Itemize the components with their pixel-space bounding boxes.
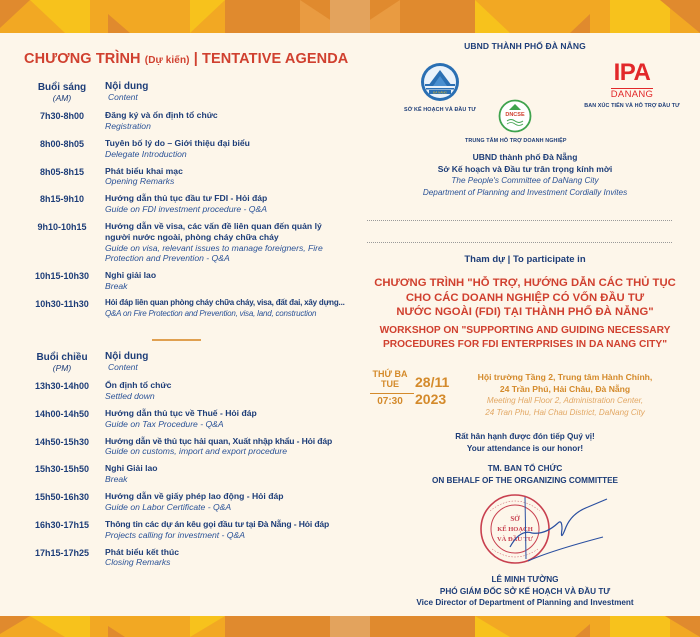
afternoon-label-en: (PM)	[52, 363, 72, 373]
agenda-item-en: Guide on Labor Certificate - Q&A	[105, 501, 232, 512]
agenda-item-en: Guide on visa, relevant issues to manage foreigners, Fire Protection and Prevention - Q&A	[105, 242, 323, 264]
agenda-item-vi: Đăng ký và ổn định tổ chức	[105, 110, 218, 121]
event-datetime	[370, 370, 670, 420]
logo-ipa	[572, 59, 692, 109]
agenda-item-vi: Nghỉ Giải lao	[105, 463, 158, 474]
agenda-item-en: Opening Remarks	[105, 176, 175, 187]
agenda-row	[22, 380, 352, 401]
morning-label-en: (AM)	[52, 93, 72, 103]
svg-text:VÀ ĐẦU TƯ: VÀ ĐẦU TƯ	[496, 536, 534, 543]
event-date	[415, 374, 449, 408]
agenda-time: 14h00-14h50	[34, 409, 90, 419]
agenda-row	[22, 193, 352, 214]
event-day-month: 28/11	[415, 374, 450, 390]
committee-en: ON BEHALF OF THE ORGANIZING COMMITTEE	[431, 475, 619, 485]
venue-vi-2: 24 Trần Phú, Hải Châu, Đà Nẵng	[499, 383, 631, 394]
agenda-time: 17h15-17h25	[34, 547, 90, 558]
agenda-row	[22, 221, 352, 264]
venue	[460, 372, 670, 418]
agenda-title-sub: (Dự kiến)	[144, 55, 190, 66]
top-banner	[0, 0, 700, 33]
venue-en-1: Meeting Hall Floor 2, Administration Center,	[486, 396, 644, 405]
agenda-item-vi: Hướng dẫn về giấy phép lao động - Hỏi đáp	[105, 491, 284, 502]
skhdt-caption: SỞ KẾ HOẠCH VÀ ĐẦU TƯ	[404, 107, 476, 113]
day-vi: THỨ BA	[372, 369, 408, 379]
dotted-divider	[367, 242, 672, 243]
day-of-week	[370, 370, 410, 389]
agenda-row	[22, 519, 352, 540]
dncse-emblem-icon	[498, 99, 532, 133]
event-year: 2023	[415, 391, 447, 407]
day-en: TUE	[381, 378, 399, 389]
agenda-item-vi: Hướng dẫn về visa, các vấn đề liên quan đến quản lý người nước ngoài, phòng cháy chữa cháy	[105, 221, 322, 242]
svg-text:DNCSE: DNCSE	[505, 112, 525, 118]
agenda-row	[22, 463, 352, 484]
agenda-row	[22, 408, 352, 429]
afternoon-schedule	[22, 351, 352, 568]
agenda-time: 13h30-14h00	[34, 381, 90, 392]
agenda-item-en: Registration	[105, 121, 151, 131]
agenda-item-en: Break	[105, 474, 128, 485]
inviter-vi-1: UBND thành phố Đà Nẵng	[472, 152, 578, 162]
agenda-row	[22, 547, 352, 568]
agenda-row	[22, 298, 352, 319]
skhdt-emblem-icon	[420, 62, 460, 102]
agenda-time: 10h30-11h30	[35, 298, 89, 309]
agenda-item-en: Settled down	[105, 391, 155, 401]
signer-title-en: Vice Director of Department of Planning and Investment	[416, 598, 634, 607]
agenda-row	[22, 436, 352, 457]
agenda-item-vi: Hỏi đáp liên quan phòng cháy chữa cháy, visa, đất đai, xây dựng...	[105, 297, 345, 307]
agenda-item-en: Guide on Tax Procedure - Q&A	[105, 418, 224, 429]
participate-label: Tham dự | To participate in	[464, 254, 586, 265]
ipa-logo-mark: IPA	[613, 59, 651, 86]
morning-schedule	[22, 81, 352, 319]
agenda-title-en: TENTATIVE AGENDA	[202, 51, 349, 67]
dotted-divider	[367, 220, 672, 221]
program-title-en-line: PROCEDURES FOR FDI ENTERPRISES IN DA NANG CITY"	[382, 338, 668, 350]
inviter-block	[350, 151, 700, 199]
invitation-page	[0, 33, 700, 616]
agenda-time: 8h15-9h10	[39, 194, 85, 205]
venue-vi-1: Hội trường Tầng 2, Trung tâm Hành Chính,	[477, 372, 653, 382]
inviter-en-2: Department of Planning and Investment Cordially Invites	[422, 188, 628, 197]
content-label: Nội dung	[105, 81, 149, 92]
agenda-time: 15h30-15h50	[34, 464, 90, 475]
content-label-en: Content	[108, 92, 138, 102]
afternoon-header-row	[22, 351, 352, 374]
afternoon-content-header	[102, 351, 148, 374]
agenda-time: 15h50-16h30	[34, 492, 90, 503]
content-label-en: Content	[108, 362, 138, 372]
agenda-item-en: Closing Remarks	[105, 557, 171, 568]
afternoon-time-header	[22, 351, 102, 374]
honor-en: Your attendance is our honor!	[466, 443, 584, 453]
svg-text:ĐÀ NẴNG: ĐÀ NẴNG	[433, 90, 447, 95]
agenda-row	[22, 138, 352, 159]
agenda-row	[22, 491, 352, 512]
agenda-item-vi: Phát biểu kết thúc	[105, 546, 180, 557]
signer-name: LÊ MINH TƯỜNG	[491, 575, 559, 584]
content-label: Nội dung	[105, 351, 149, 362]
agenda-time: 9h10-10h15	[37, 222, 87, 233]
morning-time-header	[22, 81, 102, 104]
agenda-item-en: Projects calling for investment - Q&A	[105, 529, 245, 540]
banner-pattern	[0, 0, 700, 33]
svg-text:SỞ: SỞ	[510, 515, 520, 523]
committee-label	[350, 463, 700, 486]
agenda-time: 14h50-15h30	[34, 436, 90, 447]
org-header: UBND THÀNH PHỐ ĐÀ NẴNG	[464, 41, 586, 51]
program-title-vi-line: CHƯƠNG TRÌNH "HỖ TRỢ, HƯỚNG DẪN CÁC THỦ TỤC	[374, 277, 676, 289]
agenda-row	[22, 110, 352, 131]
agenda-item-vi: Hướng dẫn thủ tục về Thuế - Hỏi đáp	[105, 408, 257, 418]
official-stamp-and-signature	[470, 489, 610, 567]
program-title-en	[350, 324, 700, 351]
morning-label: Buổi sáng	[37, 82, 87, 93]
committee-vi: TM. BAN TỔ CHỨC	[487, 464, 563, 473]
inviter-en-1: The People's Committee of DaNang City	[451, 176, 599, 185]
invitation-panel	[350, 33, 700, 616]
venue-en-2: 24 Tran Phu, Hai Chau District, DaNang City	[485, 407, 645, 417]
agenda-item-en: Delegate Introduction	[105, 148, 187, 159]
agenda-item-vi: Nghỉ giải lao	[105, 270, 157, 281]
agenda-item-vi: Thông tin các dự án kêu gọi đầu tư tại Đà Nẵng - Hỏi đáp	[105, 518, 330, 529]
agenda-title-main: CHƯƠNG TRÌNH	[24, 51, 141, 67]
agenda-time: 8h05-8h15	[39, 166, 85, 177]
agenda-title	[24, 51, 348, 67]
agenda-item-vi: Ổn định tổ chức	[105, 380, 172, 391]
signer-title-vi: PHÓ GIÁM ĐỐC SỞ KẾ HOẠCH VÀ ĐẦU TƯ	[439, 586, 611, 596]
agenda-item-en: Q&A on Fire Protection and Prevention, visa, land, construction	[105, 308, 317, 318]
logo-dncse	[465, 99, 565, 144]
morning-header-row	[22, 81, 352, 104]
program-title-vi-line: CHO CÁC DOANH NGHIỆP CÓ VỐN ĐẦU TƯ	[405, 291, 645, 304]
agenda-item-vi: Hướng dẫn về thủ tục hải quan, Xuất nhập khẩu - Hỏi đáp	[105, 435, 333, 446]
bottom-banner	[0, 616, 700, 637]
honor-message	[350, 431, 700, 454]
agenda-title-separator: |	[189, 51, 202, 67]
agenda-time: 16h30-17h15	[34, 519, 90, 530]
dncse-caption: TRUNG TÂM HỖ TRỢ DOANH NGHIỆP	[465, 138, 567, 144]
agenda-item-en: Break	[105, 280, 128, 291]
program-title-vi-line: NƯỚC NGOÀI (FDI) TẠI THÀNH PHỐ ĐÀ NẴNG"	[396, 306, 654, 318]
agenda-item-vi: Phát biểu khai mạc	[105, 165, 183, 176]
afternoon-label: Buổi chiều	[36, 352, 88, 363]
inviter-vi-2: Sở Kế hoạch và Đầu tư trân trọng kính mời	[437, 164, 613, 174]
agenda-item-vi: Hướng dẫn thủ tục đầu tư FDI - Hỏi đáp	[105, 193, 268, 204]
agenda-item-en: Guide on FDI investment procedure - Q&A	[105, 204, 267, 215]
agenda-item-en: Guide on customs, import and export procedure	[105, 446, 287, 457]
ipa-logo-sub: DANANG	[610, 89, 654, 100]
agenda-item-vi: Tuyên bố lý do – Giới thiệu đại biểu	[105, 138, 250, 148]
morning-content-header	[102, 81, 148, 104]
banner-pattern	[0, 616, 700, 637]
agenda-row	[22, 270, 352, 291]
agenda-time: 10h15-10h30	[34, 271, 90, 282]
event-time: 07:30	[377, 396, 403, 407]
ipa-caption: BAN XÚC TIẾN VÀ HỖ TRỢ ĐẦU TƯ	[584, 103, 680, 109]
svg-text:KẾ HOẠCH: KẾ HOẠCH	[497, 526, 533, 533]
program-title-en-line: WORKSHOP ON "SUPPORTING AND GUIDING NECESSARY	[379, 325, 671, 336]
date-divider	[370, 393, 414, 394]
signer-block	[350, 574, 700, 609]
program-title-vi	[350, 276, 700, 320]
agenda-time: 8h00-8h05	[39, 139, 85, 149]
honor-vi: Rất hân hạnh được đón tiếp Quý vị!	[455, 432, 595, 441]
agenda-row	[22, 166, 352, 187]
section-divider	[152, 339, 201, 341]
agenda-time: 7h30-8h00	[39, 111, 85, 122]
